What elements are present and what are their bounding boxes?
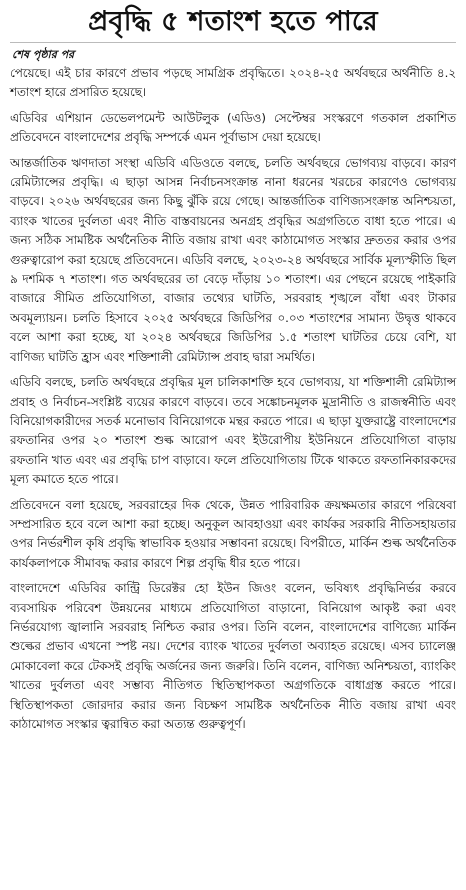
- continued-from-label: শেষ পৃষ্ঠার পর: [12, 48, 75, 61]
- article-paragraph: পেয়েছে। এই চার কারণে প্রভাব পড়ছে সামগ্রিক প্রবৃদ্ধিতে। ২০২৪-২৫ অর্থবছরে অর্থনীতি ৪.২ শতাংশ হারে প্রসারিত হয়েছে।: [10, 66, 456, 100]
- article-paragraph: বাংলাদেশে এডিবির কান্ট্রি ডিরেক্টর হো ইউন জিওং বলেন, ভবিষ্যৎ প্রবৃদ্ধিনির্ভর করবে ব্যবসায়িক পরিবেশ উন্নয়নের মাধ্যমে প্রতিযোগিতা বাড়ানো, বিনিয়োগ আকৃষ্ট করা এবং নির্ভরযোগ্য জ্বালানি সরবরাহ নিশ্চিত করার ওপর। তিনি বলেন, বাংলাদেশের বাণিজ্যে মার্কিন শুল্কের প্রভাব এখনো স্পষ্ট নয়। দেশের ব্যাংক খাতের দুর্বলতা অব্যাহত রয়েছে। এসব চ্যালেঞ্জ মোকাবেলা করে টেকসই প্রবৃদ্ধি অর্জনের জন্য জরুরি। তিনি বলেন, বাণিজ্য অনিশ্চয়তা, ব্যাংকিং খাতের দুর্বলতা এবং সম্ভাব্য নীতিগত স্থিতিস্থাপকতা অগ্রগতিকে বাধাগ্রস্ত করতে পারে। স্থিতিস্থাপকতা জোরদার করার জন্য বিচক্ষণ সামষ্টিক অর্থনৈতিক নীতি বজায় রাখা এবং কাঠামোগত সংস্কার ত্বরান্বিত করা অত্যন্ত গুরুত্বপূর্ণ।: [10, 581, 456, 731]
- headline-divider: [10, 42, 456, 43]
- article-paragraph: আন্তর্জাতিক ঋণদাতা সংস্থা এডিবি এডিওতে বলছে, চলতি অর্থবছরে ভোগব্যয় বাড়বে। কারণ রেমিট্যান্সের প্রবৃদ্ধি। এ ছাড়া আসন্ন নির্বাচনসংক্রান্ত নানা ধরনের খরচের কারণেও ভোগব্যয় বাড়বে। ২০২৬ অর্থবছরের জন্য কিছু ঝুঁকি রয়ে গেছে। আন্তর্জাতিক বাণিজ্যসংক্রান্ত অনিশ্চয়তা, ব্যাংক খাতের দুর্বলতা এবং নীতি বাস্তবায়নের অনগ্রহ প্রবৃদ্ধির অগ্রগতিতে বাধা হতে পারে। এ জন্য সঠিক সামষ্টিক অর্থনৈতিক নীতি বজায় রাখা এবং কাঠামোগত সংস্কার দ্রুততর করার ওপর গুরুত্বারোপ করা হয়েছে প্রতিবেদনে। এডিবি বলছে, ২০২৩-২৪ অর্থবছরে সার্বিক মূল্যস্ফীতি ছিল ৯ দশমিক ৭ শতাংশ। গত অর্থবছরের তা বেড়ে দাঁড়ায় ১০ শতাংশ। এর পেছনে রয়েছে পাইকারি বাজারে সীমিত প্রতিযোগিতা, বাজার তথ্যের ঘাটতি, সরবরাহ শৃঙ্খলে বাঁধা এবং টাকার অবমূল্যায়ন। চলতি হিসাবে ২০২৫ অর্থবছরে জিডিপির ০.০৩ শতাংশের সামান্য উদ্বৃত্ত থাকবে বলে আশা করা হচ্ছে, যা ২০২৪ অর্থবছরে জিডিপির ১.৫ শতাংশ ঘাটতির চেয়ে বেশি, যা বাণিজ্য ঘাটতি হ্রাস এবং শক্তিশালী রেমিট্যান্স প্রবাহ দ্বারা সমর্থিত।: [10, 155, 456, 364]
- article-paragraph: প্রতিবেদনে বলা হয়েছে, সরবরাহের দিক থেকে, উন্নত পারিবারিক ক্রয়ক্ষমতার কারণে পরিষেবা সম্প্রসারিত হবে বলে আশা করা হচ্ছে। অনুকূল আবহাওয়া এবং কার্যকর সরকারি নীতিসহায়তার ওপর নির্ভরশীল কৃষি প্রবৃদ্ধি স্বাভাবিক হওয়ার সম্ভাবনা রয়েছে। বিপরীতে, মার্কিন শুল্ক অর্থনৈতিক কার্যকলাপকে সীমাবদ্ধ করার কারণে শিল্প প্রবৃদ্ধি ধীর হতে পারে।: [10, 497, 456, 570]
- article-paragraph: এডিবি বলছে, চলতি অর্থবছরে প্রবৃদ্ধির মূল চালিকাশক্তি হবে ভোগব্যয়, যা শক্তিশালী রেমিট্যান্স প্রবাহ ও নির্বাচন-সংশ্লিষ্ট ব্যয়ের কারণে বাড়বে। তবে সঙ্কোচনমূলক মুদ্রানীতি ও রাজস্বনীতি এবং বিনিয়োগকারীদের সতর্ক মনোভাব বিনিয়োগকে মন্থর করতে পারে। এ ছাড়া যুক্তরাষ্ট্রে বাংলাদেশের রফতানির ওপর ২০ শতাংশ শুল্ক আরোপ এবং ইউরোপীয় ইউনিয়নে প্রতিযোগিতা বাড়ায় রফতানি খাত এবং এর প্রবৃদ্ধি চাপ বাড়াবে। ফলে প্রতিযোগিতায় টিকে থাকতে রফতানিকারকদের মূল্য কমাতে হতে পারে।: [10, 375, 456, 487]
- headline: প্রবৃদ্ধি ৫ শতাংশ হতে পারে: [88, 6, 378, 37]
- article-paragraph: এডিবির এশিয়ান ডেভেলপমেন্ট আউটলুক (এডিও) সেপ্টেম্বর সংস্করণে গতকাল প্রকাশিত প্রতিবেদনে বাংলাদেশের প্রবৃদ্ধি সম্পর্কে এমন পূর্বাভাস দেয়া হয়েছে।: [10, 110, 456, 145]
- article-body: [10, 64, 456, 734]
